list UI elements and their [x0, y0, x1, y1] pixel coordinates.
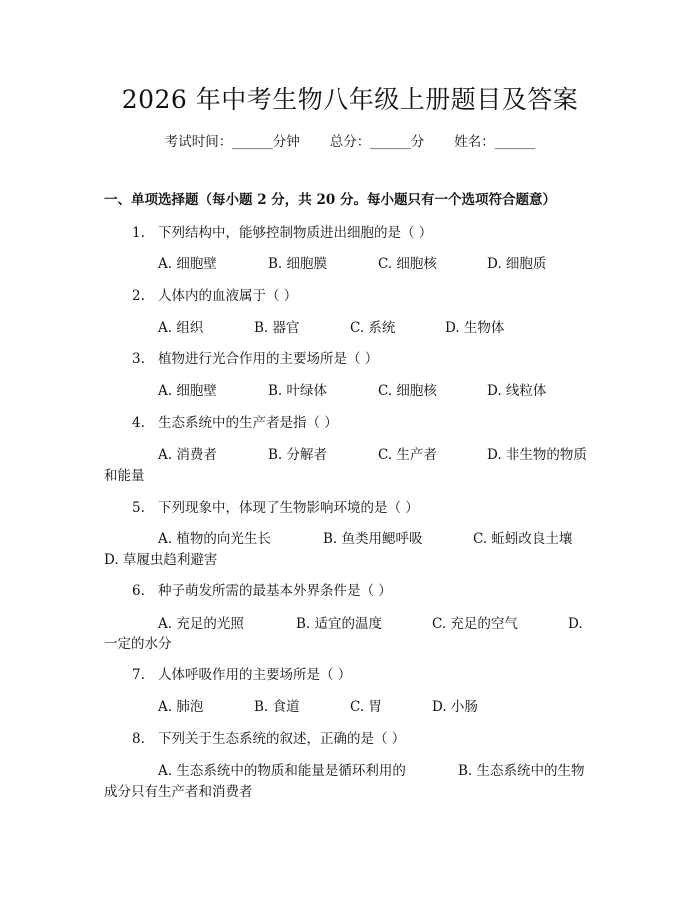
question-5 — [132, 498, 419, 518]
question-text: 下列结构中，能够控制物质进出细胞的是（ ） — [158, 225, 433, 241]
question-text: 种子萌发所需的最基本外界条件是（ ） — [158, 583, 392, 599]
option-b: B. 器官 — [254, 320, 300, 336]
question-text: 下列关于生态系统的叙述，正确的是（ ） — [158, 731, 406, 747]
option-a: A. 肺泡 — [158, 699, 204, 715]
exam-meta — [0, 132, 700, 152]
question-2 — [132, 286, 297, 306]
question-text: 下列现象中，体现了生物影响环境的是（ ） — [158, 500, 419, 516]
section-heading: 一、单项选择题（每小题 2 分，共 20 分。每小题只有一个选项符合题意） — [104, 192, 556, 208]
option-wrap-text: 成分只有生产者和消费者 — [104, 784, 253, 800]
option-c: C. 细胞核 — [378, 256, 437, 272]
question-number: 3. — [132, 351, 145, 367]
option-wrap-text: 和能量 — [104, 468, 145, 484]
question-8 — [132, 729, 405, 749]
option-d: D. 细胞质 — [487, 256, 547, 272]
option-d: D. — [568, 616, 583, 632]
question-number: 5. — [132, 500, 145, 516]
option-d: D. 线粒体 — [487, 383, 547, 399]
option-a: A. 细胞壁 — [158, 256, 217, 272]
question-number: 4. — [132, 415, 145, 431]
page-title: 2026 年中考生物八年级上册题目及答案 — [121, 85, 579, 114]
question-text: 人体内的血液属于（ ） — [158, 288, 298, 304]
exam-time-field: 考试时间：______分钟 — [164, 134, 300, 150]
option-wrap-text: 一定的水分 — [104, 636, 172, 652]
question-text: 植物进行光合作用的主要场所是（ ） — [158, 351, 379, 367]
question-7 — [132, 665, 351, 685]
option-b: B. 叶绿体 — [268, 383, 328, 399]
question-text: 人体呼吸作用的主要场所是（ ） — [158, 667, 352, 683]
option-wrap-text: D. 草履虫趋利避害 — [104, 552, 218, 568]
option-d: D. 生物体 — [445, 320, 505, 336]
option-c: C. 胃 — [350, 699, 382, 715]
option-b: B. 鱼类用鳃呼吸 — [323, 531, 423, 547]
total-score-field: 总分：______分 — [329, 134, 425, 150]
option-a: A. 充足的光照 — [158, 616, 244, 632]
option-c: C. 生产者 — [378, 447, 437, 463]
question-number: 6. — [132, 583, 145, 599]
option-a: A. 细胞壁 — [158, 383, 217, 399]
option-c: C. 蚯蚓改良土壤 — [473, 531, 573, 547]
option-b: B. 适宜的温度 — [296, 616, 383, 632]
option-b: B. 细胞膜 — [268, 256, 328, 272]
option-b: B. 生态系统中的生物 — [458, 763, 585, 779]
option-d: D. 小肠 — [432, 699, 478, 715]
question-number: 7. — [132, 667, 145, 683]
option-a: A. 消费者 — [158, 447, 217, 463]
option-a: A. 生态系统中的物质和能量是循环利用的 — [158, 763, 406, 779]
option-d: D. 非生物的物质 — [487, 447, 587, 463]
question-number: 2. — [132, 288, 145, 304]
question-6 — [132, 581, 392, 601]
option-c: C. 系统 — [350, 320, 396, 336]
option-c: C. 细胞核 — [378, 383, 437, 399]
option-c: C. 充足的空气 — [432, 616, 518, 632]
question-3 — [132, 349, 378, 369]
question-1 — [132, 223, 432, 243]
name-field: 姓名：______ — [454, 134, 536, 150]
option-a: A. 植物的向光生长 — [158, 531, 271, 547]
question-text: 生态系统中的生产者是指（ ） — [158, 415, 338, 431]
question-4 — [132, 413, 338, 433]
question-number: 1. — [132, 225, 145, 241]
option-a: A. 组织 — [158, 320, 204, 336]
option-b: B. 食道 — [254, 699, 300, 715]
option-b: B. 分解者 — [268, 447, 328, 463]
question-number: 8. — [132, 731, 145, 747]
